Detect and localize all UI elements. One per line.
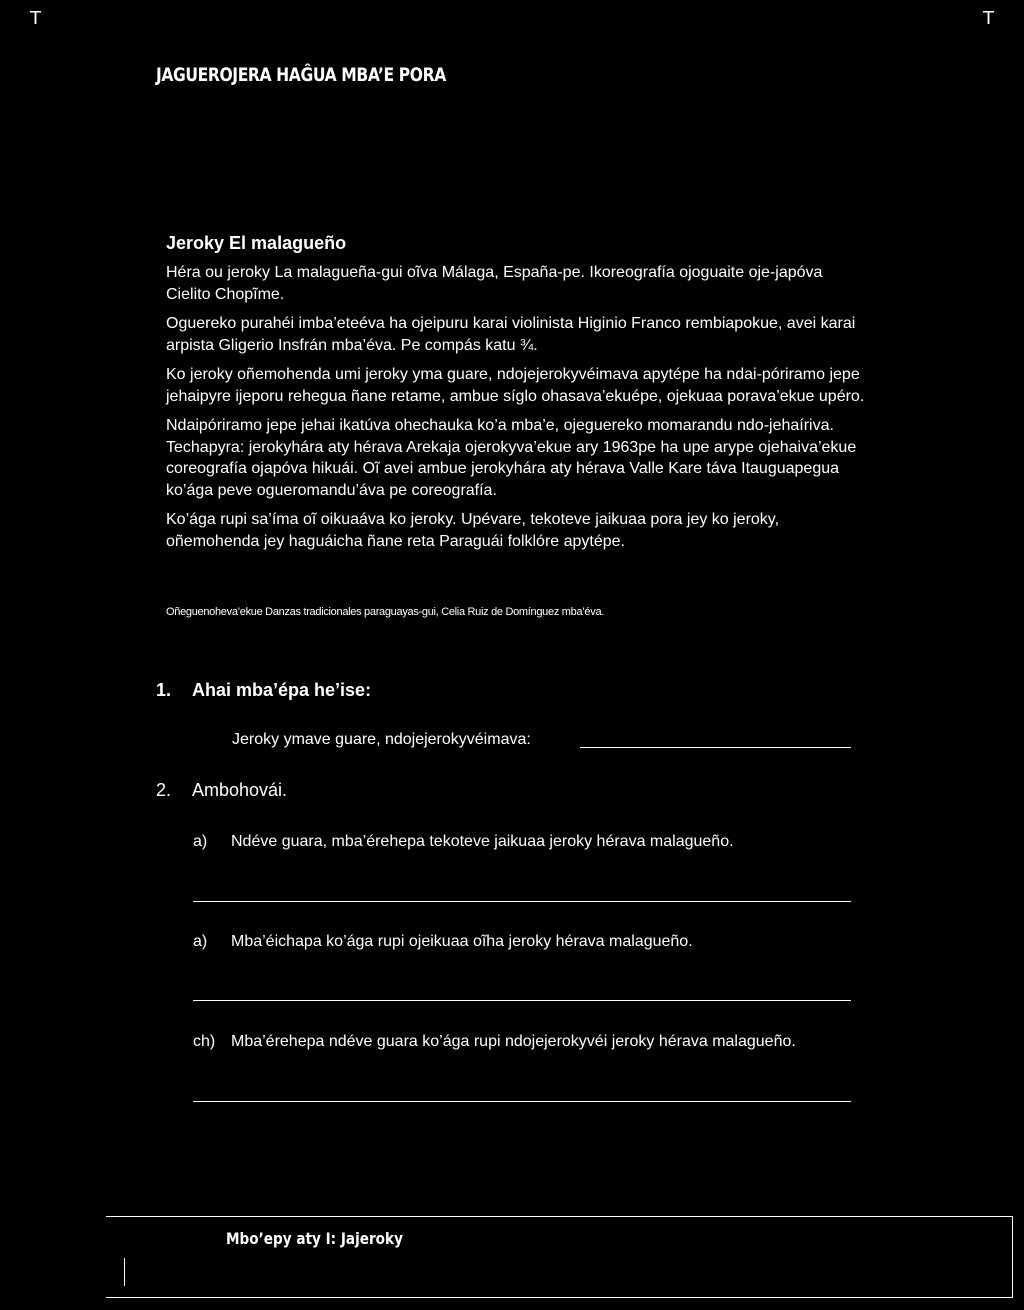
question-number: 2.	[156, 780, 172, 800]
item-text: Mba’éichapa ko’ága rupi ojeikuaa oĩha jeroky hérava malagueño.	[231, 933, 693, 950]
question-2-item-a	[193, 833, 734, 851]
item-text: Ndéve guara, mba’érehepa tekoteve jaikuaa jeroky hérava malagueño.	[231, 833, 734, 850]
question-1	[156, 680, 371, 701]
source-citation: Oñeguenoheva’ekue Danzas tradicionales paraguayas-gui, Celia Ruiz de Domínguez mba’éva.	[166, 606, 605, 618]
section-title: Jeroky El malagueño	[166, 233, 347, 253]
crop-mark-left: T	[30, 8, 41, 29]
item-text: Mba’érehepa ndéve guara ko’ága rupi ndojejerokyvéi jeroky hérava malagueño.	[231, 1033, 796, 1050]
crop-mark-right: T	[983, 8, 994, 29]
footer-tick-mark	[124, 1258, 125, 1286]
question-label: Ahai mba’épa he’ise:	[192, 680, 372, 700]
question-label: Ambohovái.	[192, 780, 288, 800]
answer-line[interactable]	[193, 1000, 851, 1001]
reading-text	[166, 262, 866, 560]
question-2-item-b	[193, 933, 693, 951]
paragraph: Ndaipóriramo jepe jehai ikatúva ohechauka ko’a mba’e, ojeguereko momarandu ndo-jehaíriva. Techapyra: jerokyhára aty hérava Arekaja ojerokyva’ekue ary 1963pe ha upe arype ojehaiva’ekue coreografía ojapóva hikuái. Oĩ avei ambue jerokyhára aty hérava Valle Kare táva Itauguapegua ko’ága peve ogueromandu’áva pe coreografía.	[166, 417, 857, 499]
item-marker: a)	[193, 833, 208, 850]
question-number: 1.	[156, 680, 172, 700]
paragraph: Ko’ága rupi sa’íma oĩ oikuaáva ko jeroky. Upévare, tekoteve jaikuaa pora jey ko jeroky, oñemohenda jey haguáicha ñane reta Paraguái folklóre apytépe.	[166, 511, 780, 550]
page-header-title: JAGUEROJERA HAĜUA MBA’E PORA	[156, 64, 446, 86]
paragraph: Oguereko purahéi imba’eteéva ha ojeipuru karai violinista Higinio Franco rembiapokue, avei karai arpista Gligerio Insfrán mba’éva. Pe compás katu ¾.	[166, 315, 856, 354]
item-marker: a)	[193, 933, 208, 950]
paragraph: Ko jeroky oñemohenda umi jeroky yma guare, ndojejerokyvéimava apytépe ha ndai-póriramo jepe jehaipyre ijeporu rehegua ñane retame, ambue síglo ohasava’ekuépe, ojekuaa porava’ekue upéro.	[166, 366, 865, 405]
answer-line[interactable]	[580, 747, 851, 748]
question-2	[156, 780, 287, 801]
item-marker: ch)	[193, 1033, 216, 1050]
question-1-prompt: Jeroky ymave guare, ndojejerokyvéimava:	[232, 731, 531, 748]
answer-line[interactable]	[193, 901, 851, 902]
footer-unit-title: Mbo’epy aty I: Jajeroky	[226, 1229, 403, 1248]
answer-line[interactable]	[193, 1101, 851, 1102]
paragraph: Héra ou jeroky La malagueña-gui oĩva Málaga, España-pe. Ikoreografía ojoguaite oje-japóva Cielito Chopĩme.	[166, 264, 823, 303]
question-2-item-ch	[193, 1033, 796, 1051]
